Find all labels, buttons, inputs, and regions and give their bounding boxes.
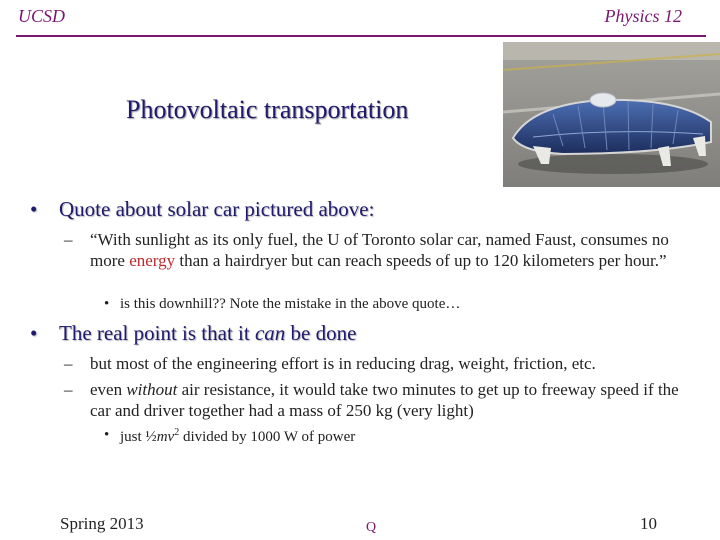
bullet-dot: • (104, 296, 110, 312)
calc-pre: just ½ (120, 429, 157, 445)
solar-car-photo (503, 42, 720, 187)
calc-superscript: 2 (174, 427, 180, 438)
even-post: air resistance, it would take two minutes to get up to freeway speed if the car and driver together had a mass of 250 kg (very light) (90, 380, 679, 420)
footer-page-number: 10 (640, 514, 657, 533)
bullet-dot: • (104, 427, 110, 443)
calc-post: divided by 1000 W of power (179, 429, 356, 445)
even-without-text (90, 379, 700, 421)
bullet-dash: – (64, 230, 73, 249)
downhill-note-text: is this downhill?? Note the mistake in the above quote… (120, 296, 461, 312)
bullet-dash: – (64, 380, 73, 399)
bullet-dash: – (64, 354, 73, 373)
bullet-dot: • (30, 321, 38, 345)
calc-mv: mv (156, 429, 175, 445)
even-emphasis: without (126, 380, 178, 399)
real-point-text (59, 321, 356, 346)
footer-term: Spring 2013 (60, 514, 144, 533)
quote-heading-text: Quote about solar car pictured above: (59, 197, 375, 221)
calc-text (120, 427, 355, 446)
quote-part1: “With sunlight as its only fuel, the U of Toronto solar car, named Faust, consumes no more (90, 230, 669, 270)
header-right-course: Physics 12 (604, 6, 682, 26)
quote-part2: than a hairdryer but can reach speeds of up to 120 kilometers per hour.” (175, 251, 667, 270)
even-pre: even (90, 380, 127, 399)
real-point-emphasis: can (254, 321, 286, 345)
real-point-pre: The real point is that it (59, 321, 255, 345)
quote-energy-highlight: energy (129, 251, 176, 270)
footer-q-marker: Q (366, 520, 377, 535)
header-rule (16, 35, 706, 37)
header-left-ucsd: UCSD (18, 6, 66, 26)
bullet-dot: • (30, 197, 38, 221)
solar-car-image (503, 42, 720, 187)
real-point-post: be done (285, 321, 357, 345)
engineering-text: but most of the engineering effort is in reducing drag, weight, friction, etc. (90, 354, 596, 373)
slide-title: Photovoltaic transportation (126, 95, 409, 124)
quote-text (90, 229, 700, 271)
